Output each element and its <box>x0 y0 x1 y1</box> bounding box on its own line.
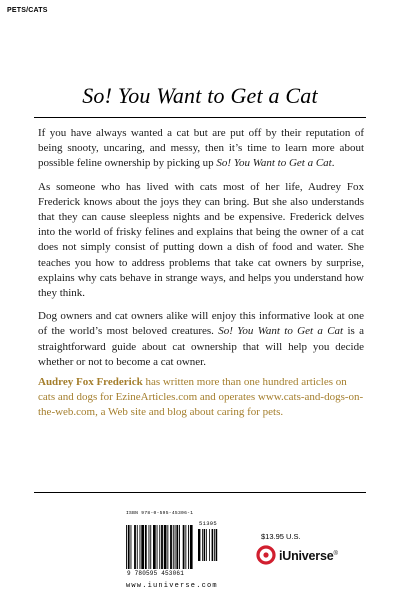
barcode-icon <box>123 517 219 569</box>
price-label: $13.95 U.S. <box>261 532 301 541</box>
description-body <box>38 126 364 378</box>
description-paragraph-1: If you have always wanted a cat but are put off by their reputation of being snooty, uncaring, and messy, then it’s time to learn more about possible feline ownership by picking up So! You Want to Get a Cat. <box>38 127 364 170</box>
iuniverse-logo-icon <box>256 545 278 565</box>
author-bio-text: has written more than one hundred articles on cats and dogs for EzineArticles.com and operates www.cats-and-dogs-on-the-web.com, a Web site and blog about caring for pets. <box>38 376 364 419</box>
category-label: PETS/CATS <box>7 7 48 14</box>
top-rule <box>34 117 366 118</box>
description-paragraph-2: As someone who has lived with cats most of her life, Audrey Fox Frederick knows about the joys they can bring. But she also understands that they can cause sleepless nights and be expensive. Frederick delves into the world of frisky felines and explains that being the owner of a cat does not simply consist of putting down a dish of food and water. She teaches you how to address problems that take cat owners by surprise, explains why cats behave in strange ways, and helps you understand how they think. <box>38 180 364 300</box>
description-paragraph-3: Dog owners and cat owners alike will enjoy this informative look at one of the world’s most beloved creatures. So! You Want to Get a Cat is a straightforward guide about cat ownership that will help you decide whether or not to become a cat owner. <box>38 310 364 368</box>
ean-digits: 9 780595 453061 <box>127 570 185 577</box>
bottom-rule <box>34 492 366 493</box>
publisher-website: www.iuniverse.com <box>126 582 218 590</box>
author-bio <box>38 375 364 421</box>
isbn-label: ISBN 978-0-595-45306-1 <box>126 511 194 516</box>
price-code-label: 51395 <box>199 520 218 527</box>
author-name: Audrey Fox Frederick <box>38 376 143 388</box>
publisher-name: iUniverse® <box>279 549 338 563</box>
book-title: So! You Want to Get a Cat <box>82 83 318 108</box>
